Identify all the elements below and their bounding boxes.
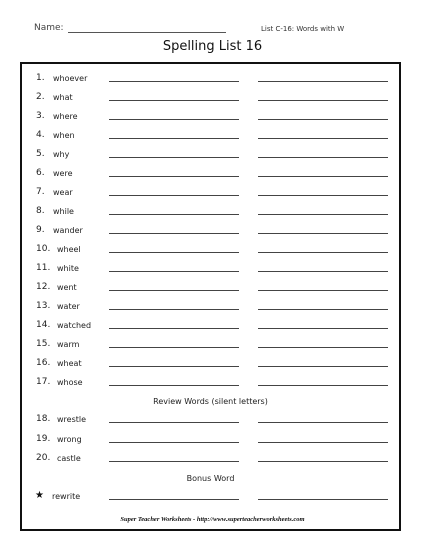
write-line-1[interactable]	[109, 385, 239, 386]
word-row	[22, 219, 399, 238]
word-number: 16.	[36, 358, 51, 368]
word-text: whoever	[53, 74, 88, 83]
write-line-2[interactable]	[258, 442, 388, 443]
page-title: Spelling List 16	[162, 39, 263, 54]
word-number: 3.	[36, 111, 45, 121]
word-row	[22, 105, 399, 124]
write-line-2[interactable]	[258, 499, 388, 500]
word-text: wrong	[57, 435, 82, 444]
word-text: went	[57, 283, 77, 292]
word-text: rewrite	[52, 492, 81, 501]
word-text: why	[53, 150, 70, 159]
word-row	[22, 314, 399, 333]
write-line-1[interactable]	[109, 442, 239, 443]
write-line-2[interactable]	[258, 422, 388, 423]
word-text: what	[53, 93, 73, 102]
word-number: 19.	[36, 434, 51, 444]
write-line-2[interactable]	[258, 176, 388, 177]
write-line-2[interactable]	[258, 271, 388, 272]
write-line-1[interactable]	[109, 119, 239, 120]
write-line-1[interactable]	[109, 81, 239, 82]
word-row	[22, 86, 399, 105]
word-text: wheat	[57, 359, 82, 368]
review-heading: Review Words (silent letters)	[153, 397, 268, 406]
word-row	[22, 408, 399, 427]
word-number: 12.	[36, 282, 51, 292]
write-line-2[interactable]	[258, 214, 388, 215]
word-number: 14.	[36, 320, 51, 330]
write-line-2[interactable]	[258, 81, 388, 82]
write-line-2[interactable]	[258, 328, 388, 329]
word-row	[22, 124, 399, 143]
word-number: 5.	[36, 149, 45, 159]
word-number: 13.	[36, 301, 51, 311]
word-number: 4.	[36, 130, 45, 140]
word-row	[22, 143, 399, 162]
write-line-1[interactable]	[109, 328, 239, 329]
write-line-1[interactable]	[109, 138, 239, 139]
word-text: when	[53, 131, 75, 140]
name-label: Name:	[34, 23, 64, 33]
word-row	[22, 428, 399, 447]
write-line-1[interactable]	[109, 233, 239, 234]
write-line-1[interactable]	[109, 290, 239, 291]
name-field	[34, 23, 226, 33]
word-row	[22, 371, 399, 390]
word-number: 8.	[36, 206, 45, 216]
name-line[interactable]	[68, 23, 226, 33]
word-text: while	[53, 207, 74, 216]
word-number: 17.	[36, 377, 51, 387]
write-line-1[interactable]	[109, 271, 239, 272]
bonus-heading: Bonus Word	[186, 474, 235, 483]
word-row	[22, 333, 399, 352]
word-number: 9.	[36, 225, 45, 235]
word-text: white	[57, 264, 79, 273]
list-info: List C-16: Words with W	[261, 25, 345, 33]
write-line-2[interactable]	[258, 157, 388, 158]
word-row	[22, 276, 399, 295]
word-number: 1.	[36, 73, 45, 83]
write-line-1[interactable]	[109, 309, 239, 310]
write-line-1[interactable]	[109, 252, 239, 253]
word-row	[22, 257, 399, 276]
write-line-2[interactable]	[258, 195, 388, 196]
word-number: 7.	[36, 187, 45, 197]
write-line-2[interactable]	[258, 309, 388, 310]
word-row	[22, 162, 399, 181]
write-line-2[interactable]	[258, 290, 388, 291]
footer-credit: Super Teacher Worksheets - http://www.superteacherworksheets.com	[120, 516, 305, 523]
write-line-1[interactable]	[109, 176, 239, 177]
star-icon: ★	[35, 490, 44, 501]
word-row	[22, 200, 399, 219]
word-number: 10.	[36, 244, 51, 254]
word-number: 2.	[36, 92, 45, 102]
word-text: wear	[53, 188, 73, 197]
word-text: warm	[57, 340, 80, 349]
word-text: whose	[57, 378, 83, 387]
write-line-1[interactable]	[109, 461, 239, 462]
write-line-2[interactable]	[258, 347, 388, 348]
word-text: were	[53, 169, 73, 178]
write-line-2[interactable]	[258, 119, 388, 120]
word-text: where	[53, 112, 78, 121]
write-line-1[interactable]	[109, 214, 239, 215]
write-line-1[interactable]	[109, 157, 239, 158]
word-text: water	[57, 302, 80, 311]
write-line-1[interactable]	[109, 100, 239, 101]
word-number: 11.	[36, 263, 51, 273]
write-line-1[interactable]	[109, 195, 239, 196]
write-line-2[interactable]	[258, 461, 388, 462]
word-text: watched	[57, 321, 92, 330]
word-row	[22, 447, 399, 466]
write-line-2[interactable]	[258, 100, 388, 101]
word-number: 6.	[36, 168, 45, 178]
word-text: castle	[57, 454, 81, 463]
write-line-2[interactable]	[258, 252, 388, 253]
word-number: 18.	[36, 414, 51, 424]
write-line-1[interactable]	[109, 347, 239, 348]
word-text: wrestle	[57, 415, 87, 424]
word-row	[22, 352, 399, 371]
word-row	[22, 181, 399, 200]
write-line-1[interactable]	[109, 422, 239, 423]
word-text: wheel	[57, 245, 81, 254]
bonus-row	[22, 485, 399, 504]
write-line-2[interactable]	[258, 138, 388, 139]
word-text: wander	[53, 226, 83, 235]
word-row	[22, 67, 399, 86]
write-line-2[interactable]	[258, 233, 388, 234]
write-line-1[interactable]	[109, 366, 239, 367]
word-list-box	[20, 62, 401, 531]
write-line-2[interactable]	[258, 385, 388, 386]
word-row	[22, 295, 399, 314]
write-line-1[interactable]	[109, 499, 239, 500]
word-number: 15.	[36, 339, 51, 349]
write-line-2[interactable]	[258, 366, 388, 367]
word-number: 20.	[36, 453, 51, 463]
word-row	[22, 238, 399, 257]
